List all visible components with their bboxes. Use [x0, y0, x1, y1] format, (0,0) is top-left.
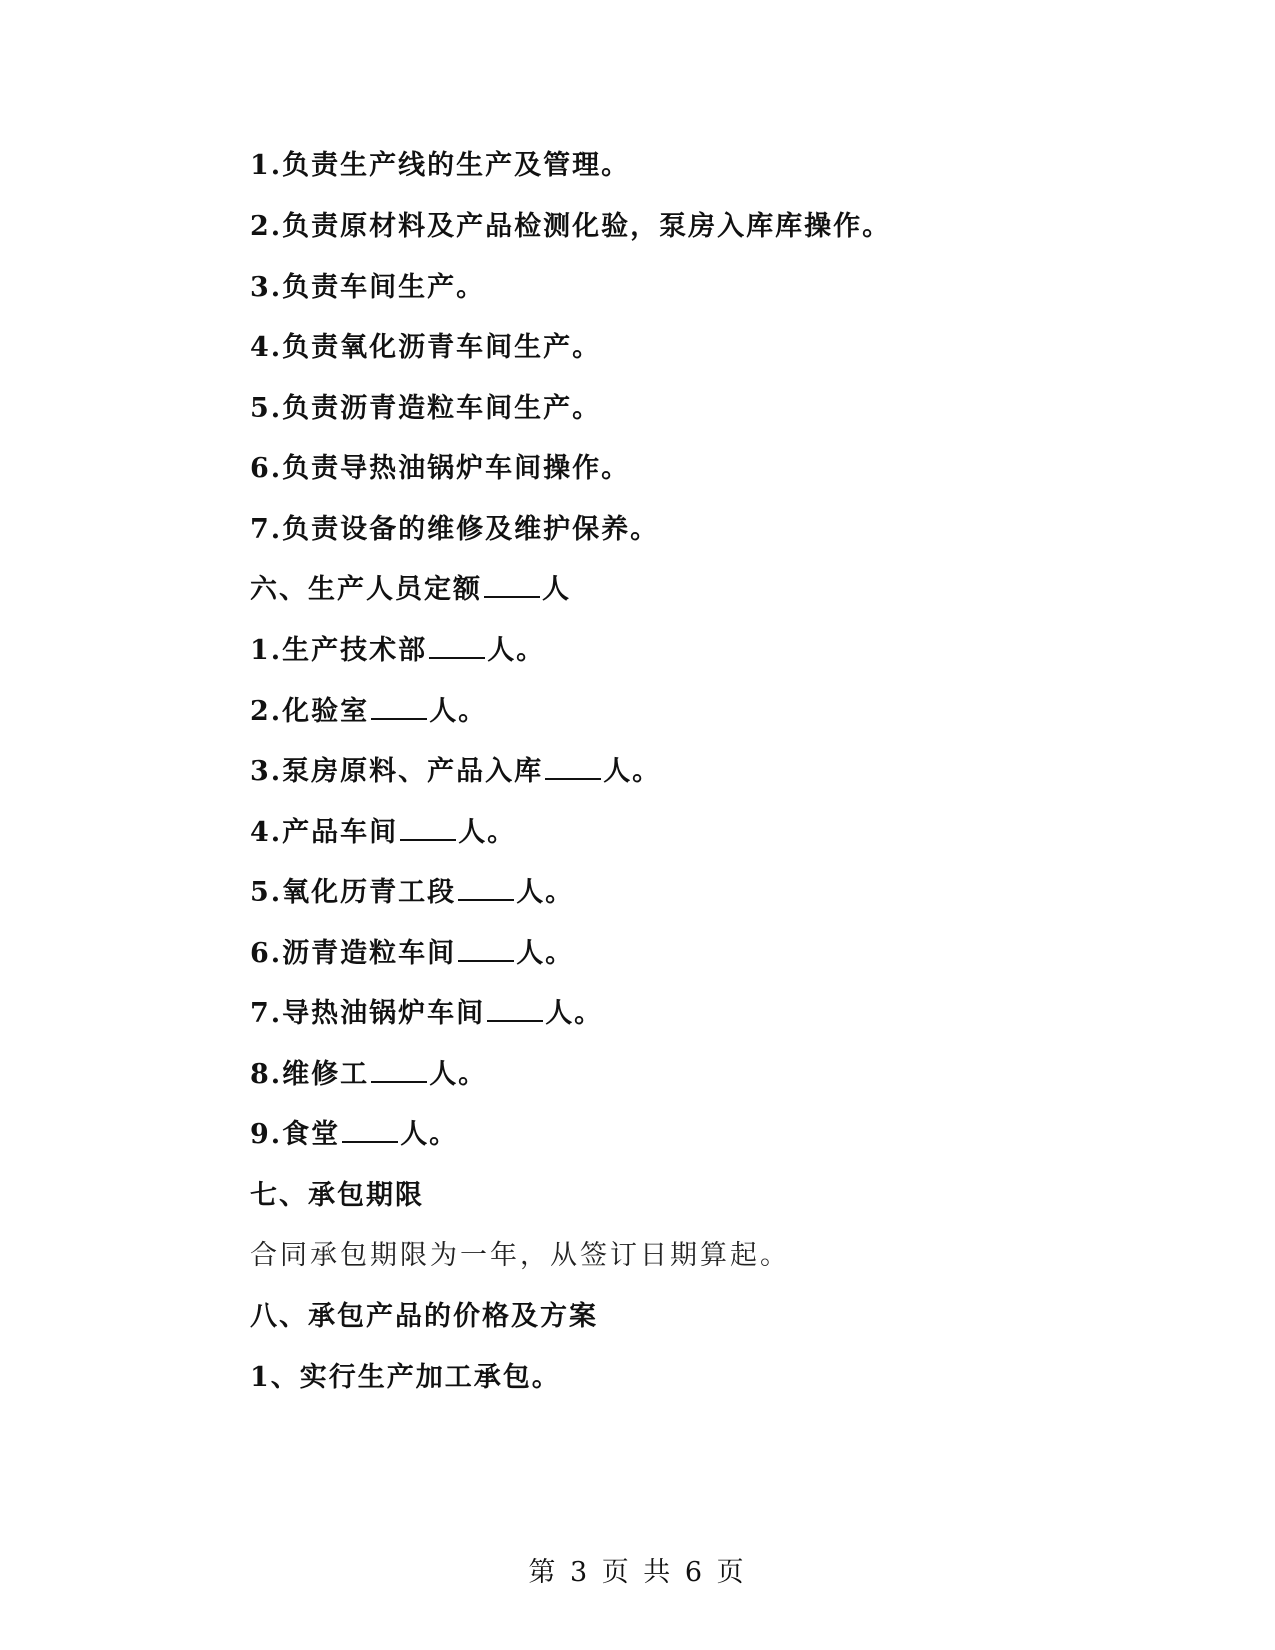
staff-item — [250, 1117, 458, 1153]
staff-item — [250, 694, 487, 730]
page-number-footer: 第 3 页 共 6 页 — [528, 1557, 747, 1588]
fill-blank — [371, 696, 427, 720]
staff-item-suffix: 人。 — [545, 998, 604, 1029]
duty-item-6: 6.负责导热油锅炉车间操作。 — [250, 453, 631, 484]
section6-heading — [250, 572, 571, 608]
staff-item-name: 9.食堂 — [250, 1119, 341, 1150]
staff-item-suffix: 人。 — [487, 635, 546, 666]
fill-blank — [371, 1059, 427, 1083]
fill-blank — [458, 938, 514, 962]
staff-item — [250, 936, 574, 972]
staff-item-name: 8.维修工 — [250, 1059, 370, 1090]
fill-blank — [458, 877, 514, 901]
staff-item — [250, 754, 661, 790]
fill-blank — [429, 635, 485, 659]
staff-item — [250, 815, 516, 851]
duty-item-3: 3.负责车间生产。 — [250, 272, 486, 303]
staff-item-name: 3.泵房原料、产品入库 — [250, 756, 544, 787]
duty-item-2: 2.负责原材料及产品检测化验，泵房入库库操作。 — [250, 211, 892, 242]
staff-item-suffix: 人。 — [458, 817, 517, 848]
section6-heading-unit: 人 — [542, 574, 571, 605]
section7-body: 合同承包期限为一年，从签订日期算起。 — [250, 1240, 790, 1271]
staff-item-suffix: 人。 — [400, 1119, 459, 1150]
staff-item-suffix: 人。 — [516, 938, 575, 969]
duty-item-1: 1.负责生产线的生产及管理。 — [250, 150, 631, 181]
section6-heading-text: 六、生产人员定额 — [250, 574, 482, 605]
staff-item — [250, 875, 574, 911]
staff-item-name: 6.沥青造粒车间 — [250, 938, 457, 969]
duty-item-4: 4.负责氧化沥青车间生产。 — [250, 332, 602, 363]
section7-heading: 七、承包期限 — [250, 1180, 424, 1211]
staff-item — [250, 996, 603, 1032]
duty-item-7: 7.负责设备的维修及维护保养。 — [250, 514, 660, 545]
staff-item — [250, 1057, 487, 1093]
fill-blank — [545, 756, 601, 780]
staff-item-name: 1.生产技术部 — [250, 635, 428, 666]
staff-item-name: 2.化验室 — [250, 696, 370, 727]
staff-item-suffix: 人。 — [429, 696, 488, 727]
fill-blank — [342, 1119, 398, 1143]
staff-item-name: 4.产品车间 — [250, 817, 399, 848]
section8-item-1: 1、实行生产加工承包。 — [250, 1362, 561, 1393]
fill-blank — [487, 998, 543, 1022]
staff-item — [250, 633, 545, 669]
staff-item-suffix: 人。 — [516, 877, 575, 908]
staff-item-suffix: 人。 — [603, 756, 662, 787]
staff-item-name: 5.氧化历青工段 — [250, 877, 457, 908]
staff-item-name: 7.导热油锅炉车间 — [250, 998, 486, 1029]
fill-blank — [484, 574, 540, 598]
staff-item-suffix: 人。 — [429, 1059, 488, 1090]
fill-blank — [400, 817, 456, 841]
section8-heading: 八、承包产品的价格及方案 — [250, 1301, 598, 1332]
duty-item-5: 5.负责沥青造粒车间生产。 — [250, 393, 602, 424]
